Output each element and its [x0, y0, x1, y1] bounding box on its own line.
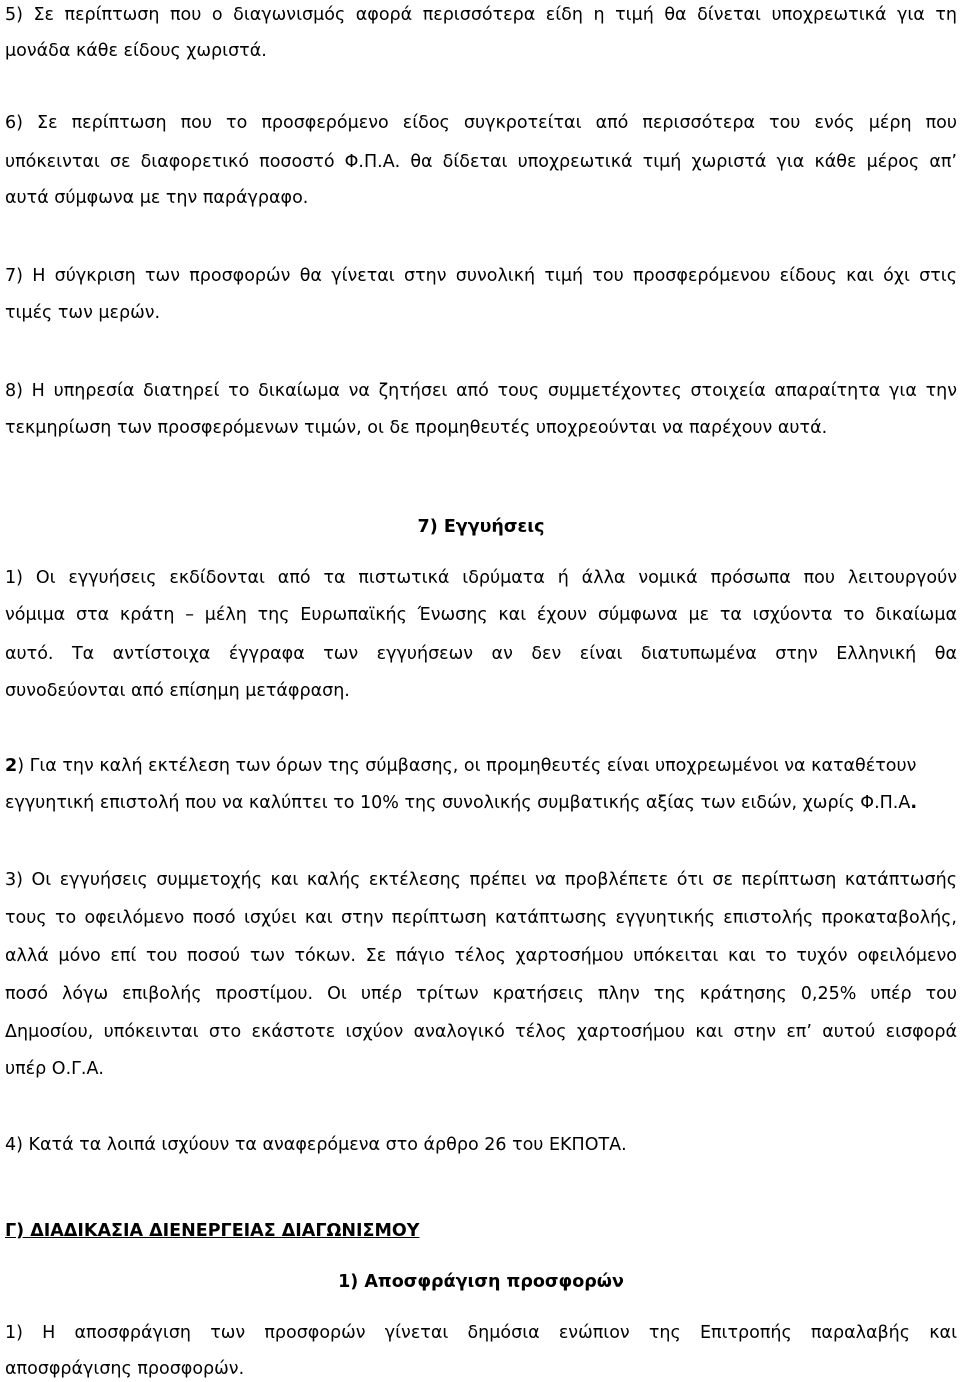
paragraph-7-line-2: τιμές των μερών. [5, 303, 161, 323]
guarantees-3-line-2: τους το οφειλόμενο ποσό ισχύει και στην περίπτωση κατάπτωσης εγγυητικής επιστολής προκαταβολής, [5, 908, 957, 928]
paragraph-5-line-2: μονάδα κάθε είδους χωριστά. [5, 41, 267, 61]
opening-1-line-1: 1) Η αποσφράγιση των προσφορών γίνεται δημόσια ενώπιον της Επιτροπής παραλαβής και [5, 1323, 957, 1343]
guarantees-2-text: ) Για την καλή εκτέλεση των όρων της σύμβασης, οι προμηθευτές είναι υποχρεωμένοι να καταθέτουν [17, 756, 917, 776]
guarantees-1-line-4: συνοδεύονται από επίσημη μετάφραση. [5, 681, 350, 701]
guarantees-1-line-1: 1) Οι εγγυήσεις εκδίδονται από τα πιστωτικά ιδρύματα ή άλλα νομικά πρόσωπα που λειτουργούν [5, 568, 957, 588]
paragraph-7-line-1: 7) Η σύγκριση των προσφορών θα γίνεται στην συνολική τιμή του προσφερόμενου είδους και όχι στις [5, 266, 957, 286]
guarantees-2-line-1 [5, 755, 957, 777]
section-heading-guarantees: 7) Εγγυήσεις [417, 517, 545, 537]
guarantees-3-line-4: ποσό λόγω επιβολής προστίμου. Οι υπέρ τρίτων κρατήσεις πλην της κράτησης 0,25% υπέρ του [5, 984, 957, 1004]
paragraph-6-line-2: υπόκεινται σε διαφορετικό ποσοστό Φ.Π.Α. θα δίδεται υποχρεωτικά τιμή χωριστά για κάθε μέρος απ’ [5, 152, 957, 172]
guarantees-3-line-3: αλλά μόνο επί του ποσού των τόκων. Σε πάγιο τέλος χαρτοσήμου υπόκειται και το τυχόν οφειλόμενο [5, 946, 957, 966]
paragraph-8-line-2: τεκμηρίωση των προσφερόμενων τιμών, οι δε προμηθευτές υποχρεούνται να παρέχουν αυτά. [5, 418, 828, 438]
guarantees-3-line-1: 3) Οι εγγυήσεις συμμετοχής και καλής εκτέλεσης πρέπει να προβλέπετε ότι σε περίπτωση κατάπτωσής [5, 870, 957, 890]
opening-1-line-2: αποσφράγισης προσφορών. [5, 1359, 245, 1379]
guarantees-4-line-1: 4) Κατά τα λοιπά ισχύουν τα αναφερόμενα στο άρθρο 26 του ΕΚΠΟΤΑ. [5, 1135, 627, 1155]
paragraph-6-line-3: αυτά σύμφωνα με την παράγραφο. [5, 188, 309, 208]
paragraph-8-line-1: 8) Η υπηρεσία διατηρεί το δικαίωμα να ζητήσει από τους συμμετέχοντες στοιχεία απαραίτητα για την [5, 381, 957, 401]
guarantees-2-number: 2 [5, 756, 18, 776]
guarantees-2-period: . [910, 793, 917, 813]
section-heading-opening: 1) Αποσφράγιση προσφορών [338, 1272, 624, 1292]
guarantees-1-line-3: αυτό. Τα αντίστοιχα έγγραφα των εγγυήσεων αν δεν είναι διατυπωμένα στην Ελληνική θα [5, 644, 957, 664]
chapter-heading-procedure: Γ) ΔΙΑΔΙΚΑΣΙΑ ΔΙΕΝΕΡΓΕΙΑΣ ΔΙΑΓΩΝΙΣΜΟΥ [5, 1221, 420, 1241]
guarantees-2-text-cont: εγγυητική επιστολή που να καλύπτει το 10% της συνολικής συμβατικής αξίας των ειδών, χωρίς Φ.Π.Α [5, 793, 911, 813]
guarantees-1-line-2: νόμιμα στα κράτη – μέλη της Ευρωπαϊκής Ένωσης και έχουν σύμφωνα με τα ισχύοντα το δικαίωμα [5, 605, 957, 625]
guarantees-3-line-5: Δημοσίου, υπόκεινται στο εκάστοτε ισχύον αναλογικό τέλος χαρτοσήμου και στην επ’ αυτού εισφορά [5, 1022, 957, 1042]
paragraph-6-line-1: 6) Σε περίπτωση που το προσφερόμενο είδος συγκροτείται από περισσότερα του ενός μέρη που [5, 113, 957, 133]
guarantees-2-line-2 [5, 792, 957, 814]
paragraph-5-line-1: 5) Σε περίπτωση που ο διαγωνισμός αφορά περισσότερα είδη η τιμή θα δίνεται υποχρεωτικά για τη [5, 5, 957, 25]
guarantees-3-line-6: υπέρ Ο.Γ.Α. [5, 1059, 104, 1079]
